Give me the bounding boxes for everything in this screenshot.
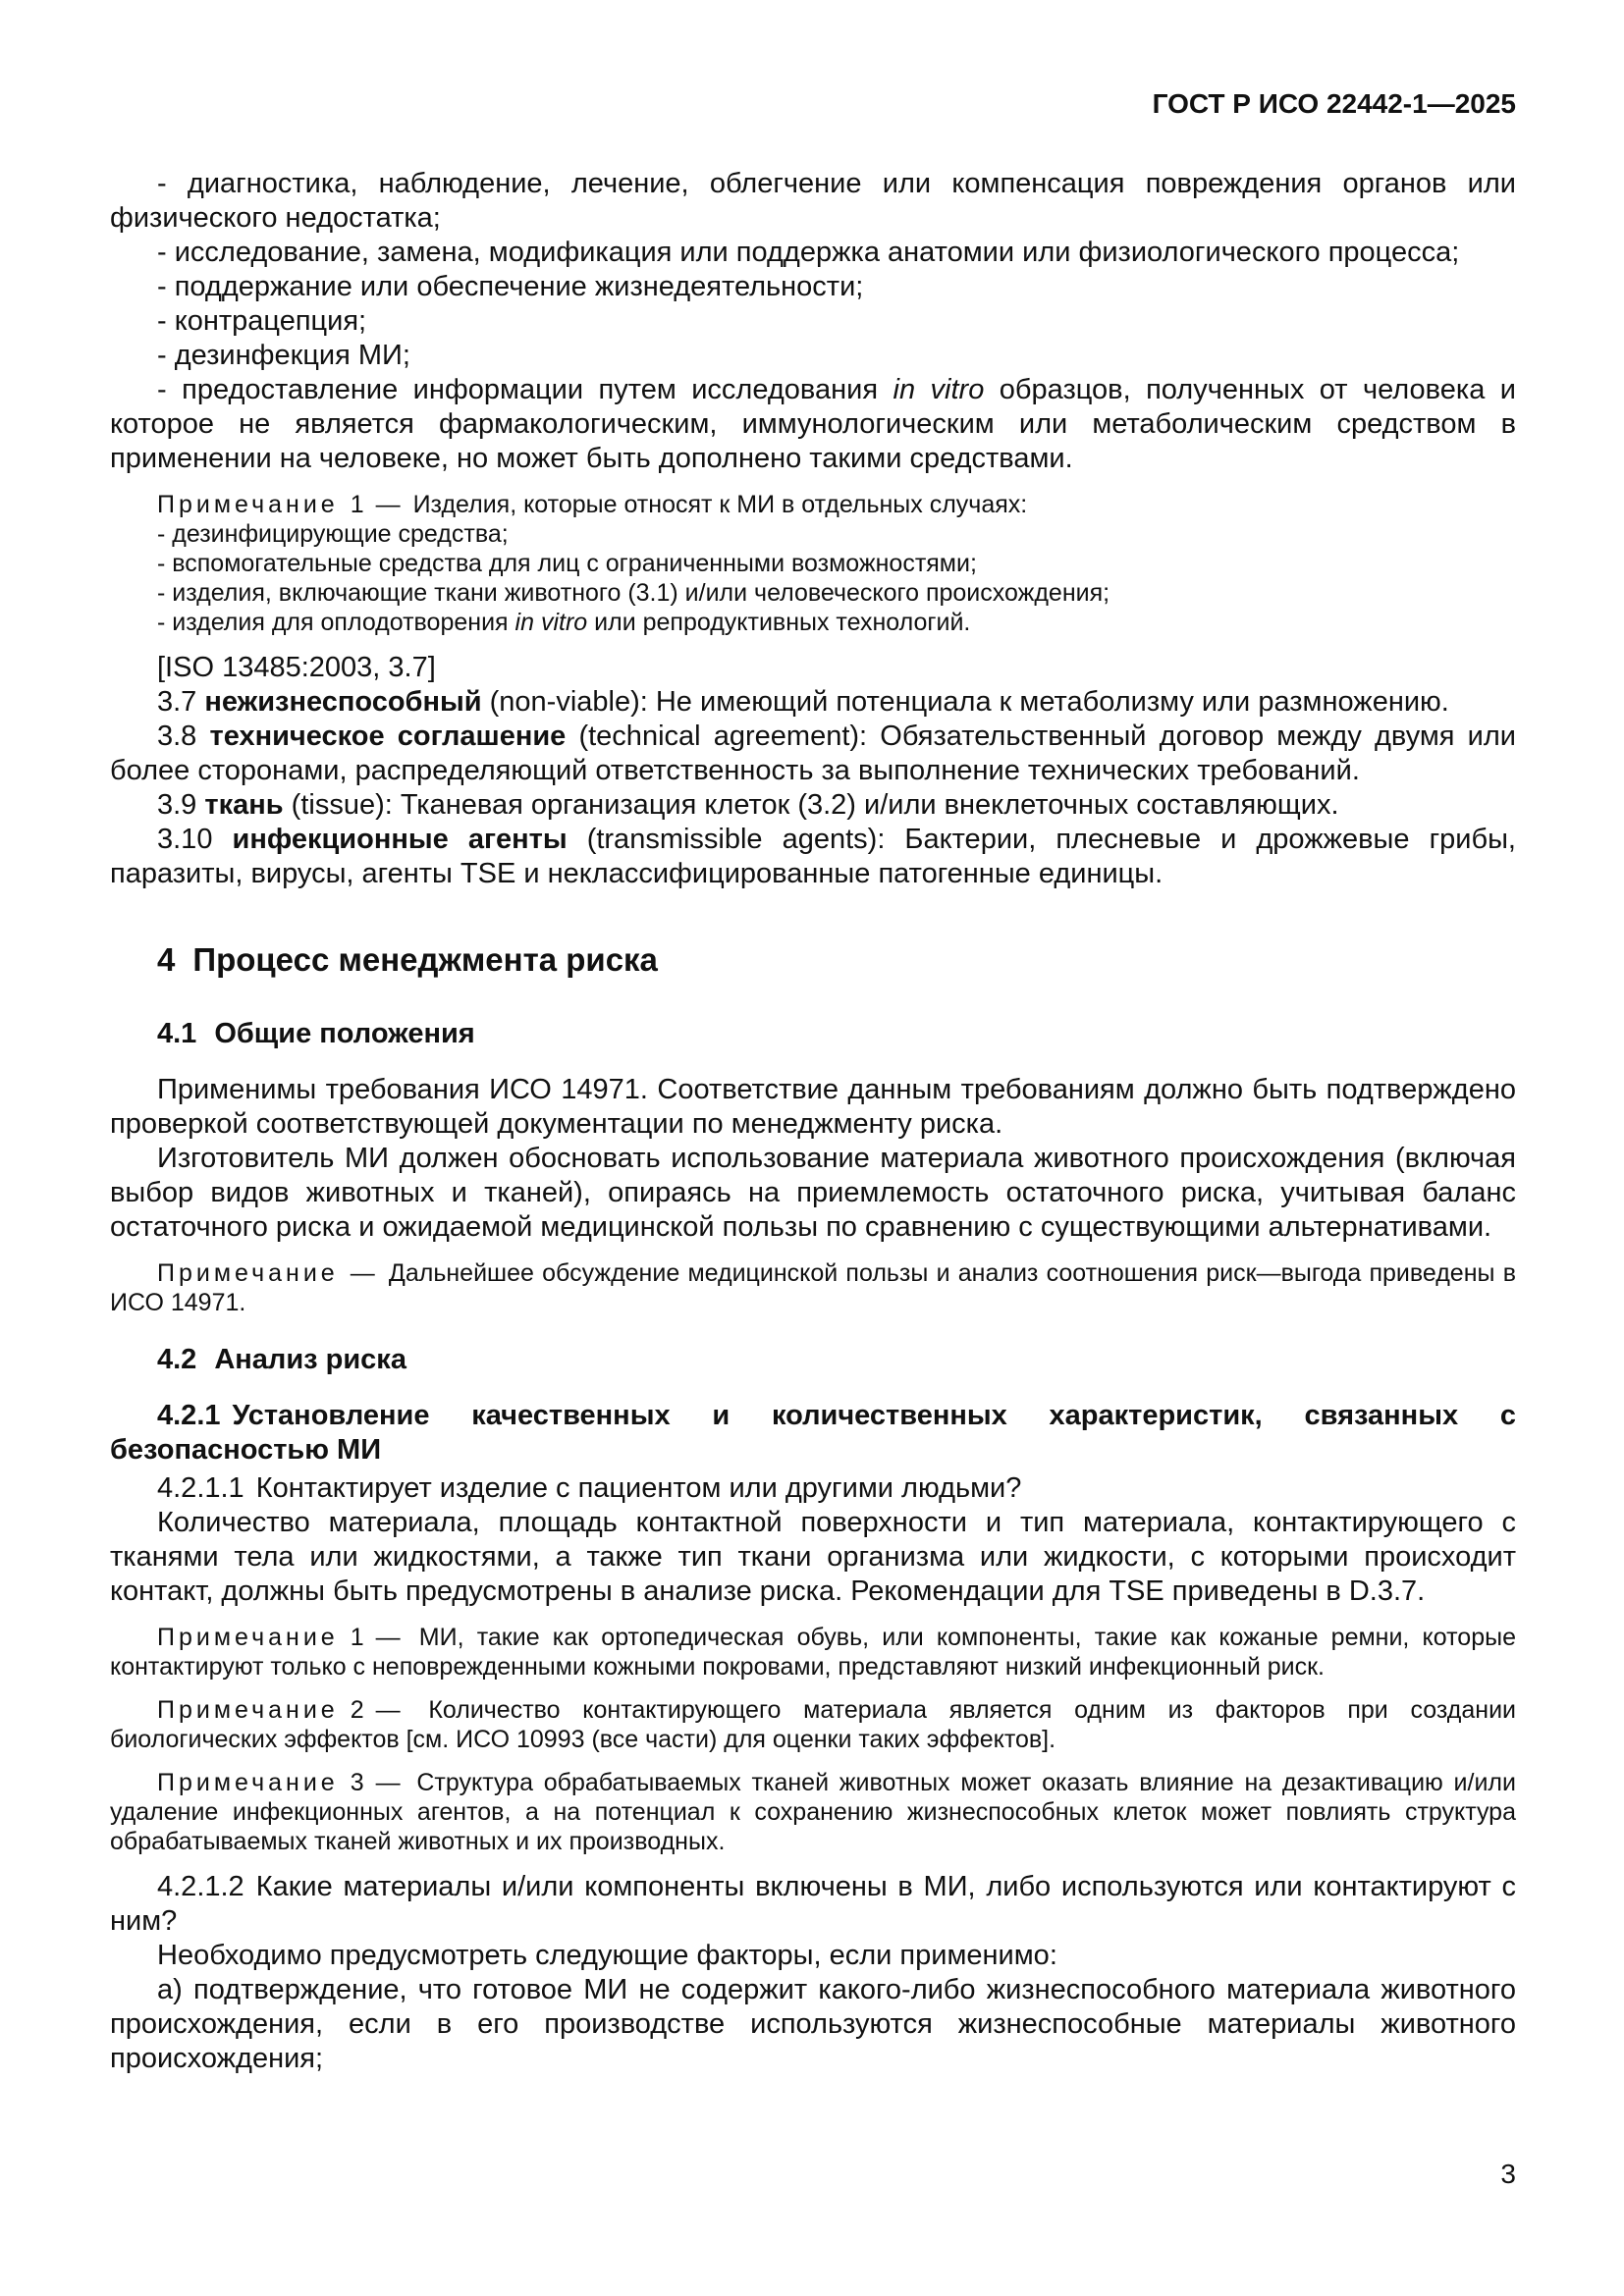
purpose-list-item: - контрацепция;	[157, 305, 367, 337]
note-text: Количество контактирующего материала является одним из факторов при создании биологических эффектов [см. ИСО 10993 (все части) для оценки таких эффектов].	[110, 1696, 1516, 1753]
note-heading	[110, 1623, 1516, 1682]
definition-term: техническое соглашение	[209, 721, 567, 752]
section-title: Анализ риска	[214, 1344, 406, 1375]
clause-4-2-1-2	[110, 1870, 1516, 1939]
note-label: Примечание	[157, 1624, 339, 1651]
note-label: Примечание	[157, 491, 339, 518]
purpose-list-item: - поддержание или обеспечение жизнедеятельности;	[157, 271, 864, 302]
section-number: 4.2.1	[157, 1400, 221, 1431]
note-text: Дальнейшее обсуждение медицинской пользы и анализ соотношения риск—выгода приведены в ИСО 14971.	[110, 1259, 1516, 1316]
definition-term: инфекционные агенты	[232, 824, 568, 855]
text-run: - предоставление информации путем исследования	[157, 374, 879, 405]
purpose-list-item: - исследование, замена, модификация или поддержка анатомии или физиологического процесса;	[157, 237, 1460, 268]
doc-code: ГОСТ Р ИСО 22442-1—2025	[1152, 88, 1516, 119]
italic-run: in vitro	[893, 374, 985, 405]
section-title: Установление качественных и количественных характеристик, связанных с безопасностью МИ	[110, 1400, 1516, 1466]
note-number: 2	[350, 1696, 364, 1724]
note-number: 1	[350, 1624, 364, 1651]
note-list-item: - изделия, включающие ткани животного (3.1) и/или человеческого происхождения;	[157, 579, 1110, 607]
note-label: Примечание	[157, 1259, 339, 1287]
definition-3-9	[110, 788, 1516, 823]
purpose-list-item	[110, 373, 1516, 476]
page-content	[110, 88, 1516, 2076]
text-run: - изделия для оплодотворения	[157, 609, 509, 636]
paragraph: Изготовитель МИ должен обосновать использование материала животного происхождения (включая выбор видов животных и тканей), опираясь на приемлемость остаточного риска, учитывая баланс остаточного риска и ожидаемой медицинской пользы по сравнению с существующими альтернативами.	[110, 1143, 1516, 1243]
definition-3-7	[110, 685, 1516, 720]
section-4-1-heading	[110, 1017, 1516, 1051]
definition-body: (tissue): Тканевая организация клеток (3.2) и/или внеклеточных составляющих.	[291, 789, 1339, 821]
note-heading	[110, 1258, 1516, 1317]
note-block-risk-benefit	[110, 1258, 1516, 1317]
definition-body: (technical agreement): Обязательственный договор между двумя или более сторонами, распределяющий ответственность за выполнение технических требований.	[110, 721, 1516, 786]
definition-body: (non-viable): Не имеющий потенциала к метаболизму или размножению.	[489, 686, 1449, 718]
clause-number: 4.2.1.1	[157, 1472, 244, 1504]
paragraph: Необходимо предусмотреть следующие факторы, если применимо:	[157, 1940, 1057, 1971]
document-header	[110, 88, 1516, 120]
note-text: Изделия, которые относят к МИ в отдельных случаях:	[412, 491, 1028, 518]
section-number: 4.1	[157, 1018, 197, 1049]
note-dash: —	[375, 491, 401, 518]
definition-number: 3.10	[157, 824, 213, 855]
clause-text: Какие материалы и/или компоненты включены в МИ, либо используются или контактируют с ним?	[110, 1871, 1516, 1937]
note-list-item	[110, 608, 1516, 637]
italic-run: in vitro	[514, 609, 588, 636]
section-title: Процесс менеджмента риска	[192, 941, 658, 978]
note-heading	[110, 1695, 1516, 1754]
page-number: 3	[1500, 2159, 1516, 2189]
note-label: Примечание	[157, 1769, 339, 1796]
clause-number: 4.2.1.2	[157, 1871, 244, 1902]
note-list-item: - дезинфицирующие средства;	[157, 520, 509, 548]
definition-body: (transmissible agents): Бактерии, плесневые и дрожжевые грибы, паразиты, вирусы, агенты TSE и неклассифицированные патогенные единицы.	[110, 824, 1516, 889]
note-number: 3	[350, 1769, 364, 1796]
note-heading	[110, 490, 1516, 519]
iso-reference: [ISO 13485:2003, 3.7]	[157, 652, 436, 683]
clause-text: Контактирует изделие с пациентом или другими людьми?	[255, 1472, 1022, 1504]
section-title: Общие положения	[214, 1018, 475, 1049]
definition-3-10	[110, 823, 1516, 891]
section-number: 4.2	[157, 1344, 197, 1375]
note-dash: —	[375, 1624, 401, 1651]
note-block-contact-1	[110, 1623, 1516, 1682]
note-label: Примечание	[157, 1696, 339, 1724]
definition-term: нежизнеспособный	[204, 686, 482, 718]
note-list-item: - вспомогательные средства для лиц с ограниченными возможностями;	[157, 550, 977, 577]
note-text: МИ, такие как ортопедическая обувь, или компоненты, такие как кожаные ремни, которые контактируют только с неповрежденными кожными покровами, представляют низкий инфекционный риск.	[110, 1624, 1516, 1681]
note-block-contact-2	[110, 1695, 1516, 1754]
paragraph: Применимы требования ИСО 14971. Соответствие данным требованиям должно быть подтверждено проверкой соответствующей документации по менеджменту риска.	[110, 1074, 1516, 1140]
clause-4-2-1-1	[110, 1471, 1516, 1506]
definition-3-8	[110, 720, 1516, 788]
text-run: или репродуктивных технологий.	[594, 609, 971, 636]
list-item-a: а) подтверждение, что готовое МИ не содержит какого-либо жизнеспособного материала животного происхождения, если в его производстве используются жизнеспособные материалы животного происхождения;	[110, 1974, 1516, 2074]
text-run: образцов, полученных от человека и которое не является фармакологическим, иммунологическим или метаболическим средством в применении на человеке, но может быть дополнено такими средствами.	[110, 374, 1516, 474]
section-4-2-heading	[110, 1343, 1516, 1377]
note-dash: —	[375, 1769, 401, 1796]
note-block-definitions	[110, 490, 1516, 637]
paragraph: Количество материала, площадь контактной поверхности и тип материала, контактирующего с тканями тела или жидкостями, а также тип ткани организма или жидкости, с которыми происходит контакт, должны быть предусмотрены в анализе риска. Рекомендации для TSE приведены в D.3.7.	[110, 1507, 1516, 1607]
definition-number: 3.8	[157, 721, 197, 752]
definition-number: 3.7	[157, 686, 197, 718]
note-heading	[110, 1768, 1516, 1856]
note-text: Структура обрабатываемых тканей животных может оказать влияние на дезактивацию и/или удаление инфекционных агентов, а на потенциал к сохранению жизнеспособных клеток может повлиять структура обрабатываемых тканей животных и их производных.	[110, 1769, 1516, 1855]
purpose-list-item: - диагностика, наблюдение, лечение, облегчение или компенсация повреждения органов или физического недостатка;	[110, 168, 1516, 234]
definition-number: 3.9	[157, 789, 197, 821]
definition-term: ткань	[204, 789, 284, 821]
purpose-list-item: - дезинфекция МИ;	[157, 340, 410, 371]
section-4-heading	[110, 940, 1516, 980]
note-number: 1	[350, 491, 364, 518]
note-block-contact-3	[110, 1768, 1516, 1856]
section-4-2-1-heading	[110, 1399, 1516, 1468]
note-dash: —	[375, 1696, 401, 1724]
note-dash: —	[350, 1259, 375, 1287]
section-number: 4	[157, 941, 176, 978]
